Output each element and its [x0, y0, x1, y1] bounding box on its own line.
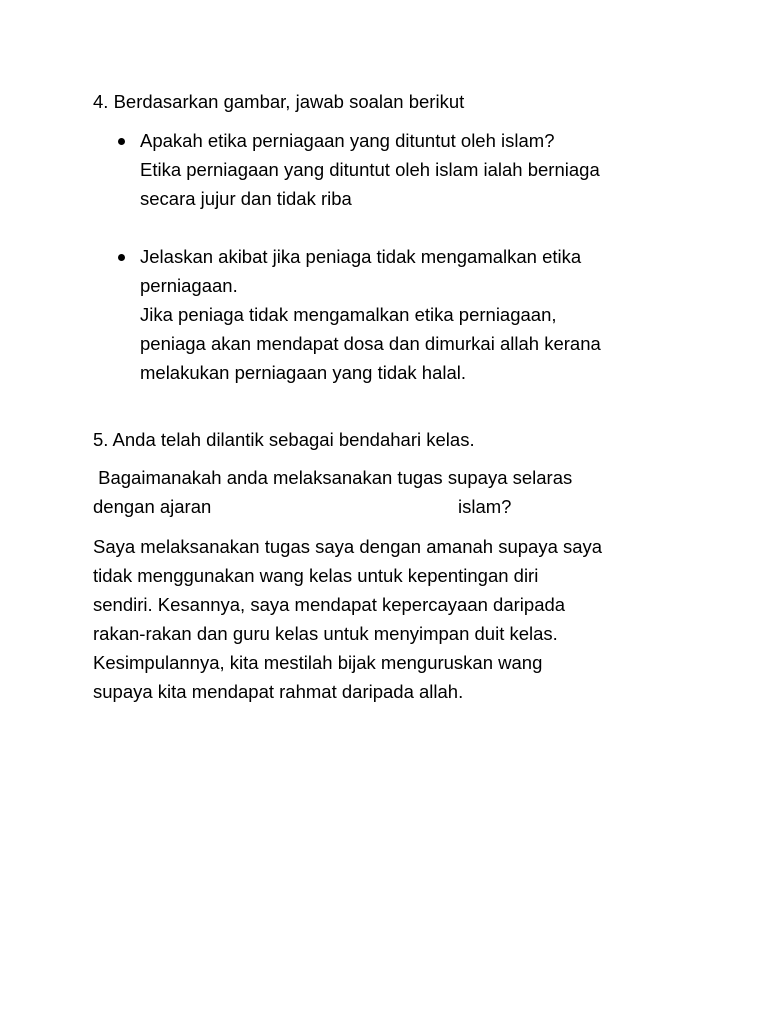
bullet-dot [118, 138, 125, 145]
answer-5-line: supaya kita mendapat rahmat daripada allah. [93, 681, 464, 702]
question-5-text-right: islam? [458, 496, 512, 517]
question-5-text-left: dengan ajaran [93, 496, 212, 517]
question-5-text: Bagaimanakah anda melaksanakan tugas supaya selaras [93, 467, 573, 488]
bullet-dot [118, 254, 125, 261]
bullet-2-answer-line: melakukan perniagaan yang tidak halal. [140, 362, 467, 383]
bullet-1-answer-line: secara jujur dan tidak riba [140, 188, 352, 209]
answer-5-line: tidak menggunakan wang kelas untuk kepentingan diri [93, 565, 539, 586]
answer-5-line: Saya melaksanakan tugas saya dengan amanah supaya saya [93, 536, 603, 557]
bullet-1-answer-line: Etika perniagaan yang dituntut oleh islam ialah berniaga [140, 159, 600, 180]
bullet-2-answer-line: Jika peniaga tidak mengamalkan etika perniagaan, [140, 304, 557, 325]
bullet-1-question: Apakah etika perniagaan yang dituntut oleh islam? [140, 130, 555, 151]
bullet-2-question-cont: perniagaan. [140, 275, 238, 296]
answer-5-line: sendiri. Kesannya, saya mendapat kepercayaan daripada [93, 594, 566, 615]
bullet-2-question: Jelaskan akibat jika peniaga tidak mengamalkan etika [140, 246, 582, 267]
answer-5-line: rakan-rakan dan guru kelas untuk menyimpan duit kelas. [93, 623, 558, 644]
bullet-2-answer-line: peniaga akan mendapat dosa dan dimurkai allah kerana [140, 333, 601, 354]
question-5-heading: 5. Anda telah dilantik sebagai bendahari kelas. [93, 429, 475, 450]
question-4-heading: 4. Berdasarkan gambar, jawab soalan berikut [93, 91, 465, 112]
answer-5-line: Kesimpulannya, kita mestilah bijak menguruskan wang [93, 652, 543, 673]
